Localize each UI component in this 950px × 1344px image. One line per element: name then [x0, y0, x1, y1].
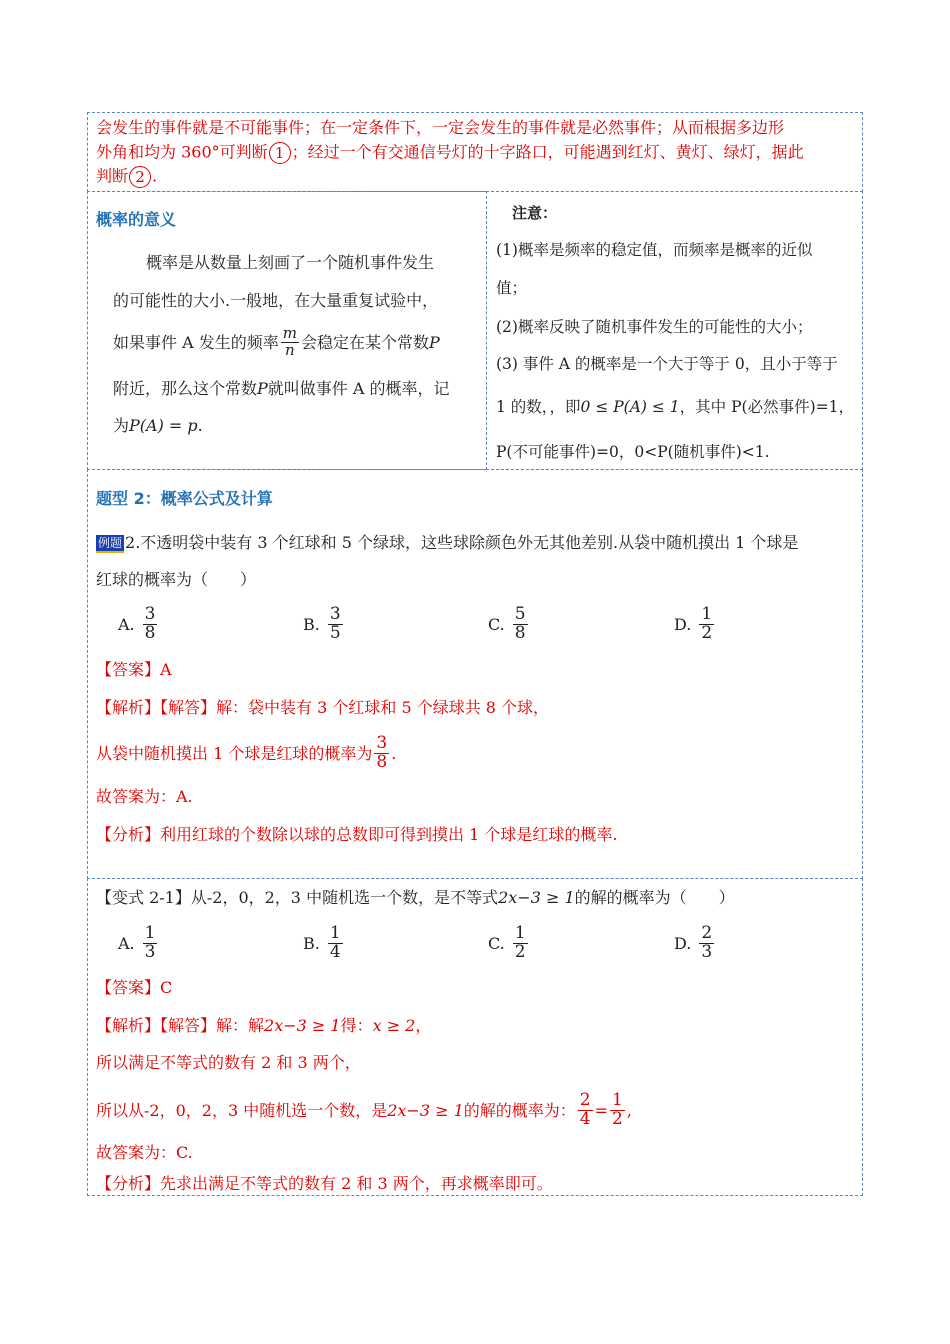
note-line-3: (2)概率反映了随机事件发生的可能性的大小；: [496, 318, 813, 336]
example-analysis-2: 从袋中随机摸出 1 个球是红球的概率为 $\frac{3}{8}$ .: [96, 733, 397, 772]
example-option-a[interactable]: A. $\frac{3}{8}$: [118, 604, 156, 643]
meaning-line-2: 的可能性的大小.一般地，在大量重复试验中，: [113, 291, 439, 310]
note-line-6: P(不可能事件)=0，0<P(随机事件)<1.: [496, 443, 770, 461]
example-option-b[interactable]: B. $\frac{3}{5}$: [303, 604, 341, 643]
example-line-1: 例题 2.不透明袋中装有 3 个红球和 5 个绿球，这些球除颜色外无其他差别.从袋中随机摸出 1 个球是: [98, 533, 799, 552]
example-option-d[interactable]: D. $\frac{1}{2}$: [674, 604, 713, 643]
note-line-5: 1 的数，，即0 ≤ P(A) ≤ 1，其中 P(必然事件)=1，: [496, 398, 854, 416]
variant-box: [87, 878, 863, 1196]
variant-analysis-3: 所以从-2，0，2，3 中随机选一个数，是 2x−3 ≥ 1 的解的概率为： $\frac{2}{4}$ = $\frac{1}{2}$ ,: [96, 1090, 632, 1129]
probability-range: 0 ≤ P(A) ≤ 1: [580, 398, 680, 416]
meaning-line-4: 附近，那么这个常数P就叫做事件 A 的概率，记: [113, 379, 450, 398]
variant-option-d[interactable]: D. $\frac{2}{3}$: [674, 923, 713, 962]
answer-fraction: $\frac{3}{8}$: [376, 733, 388, 772]
circled-number-1: 1: [269, 142, 291, 164]
variant-analysis-1: 【解析】【解答】解：解2x−3 ≥ 1得：x ≥ 2，: [96, 1016, 432, 1035]
example-answer: 【答案】A: [96, 660, 172, 679]
probability-formula: P(A) = p: [129, 416, 198, 435]
note-line-2: 值；: [496, 279, 528, 297]
example-tag: 例题: [96, 535, 124, 553]
intro-line-3: 判断 2 .: [96, 166, 158, 186]
example-box: [87, 469, 863, 879]
variant-analysis-2: 所以满足不等式的数有 2 和 3 两个，: [96, 1053, 361, 1072]
intro-line-2: 外角和均为 360°可判断 1 ；经过一个有交通信号灯的十字路口，可能遇到红灯、黄灯、绿灯，据此: [96, 142, 804, 162]
variant-analysis-5: 【分析】先求出满足不等式的数有 2 和 3 两个，再求概率即可。: [96, 1174, 553, 1193]
inequality: 2x−3 ≥ 1: [498, 888, 575, 907]
example-option-c[interactable]: C. $\frac{5}{8}$: [488, 604, 526, 643]
meaning-title: 概率的意义: [96, 210, 177, 229]
note-title: 注意：: [512, 204, 558, 222]
intro-line-1: 会发生的事件就是不可能事件；在一定条件下，一定会发生的事件就是必然事件；从而根据多边形: [96, 118, 785, 137]
type2-title: 题型 2：概率公式及计算: [96, 489, 273, 508]
note-line-1: (1)概率是频率的稳定值，而频率是概率的近似: [496, 241, 813, 259]
circled-number-2: 2: [129, 166, 151, 188]
example-analysis-1: 【解析】【解答】解：袋中装有 3 个红球和 5 个绿球共 8 个球，: [96, 698, 550, 717]
variant-answer: 【答案】C: [96, 978, 173, 997]
note-line-4: (3) 事件 A 的概率是一个大于等于 0，且小于等于: [496, 355, 838, 373]
variant-analysis-4: 故答案为：C.: [96, 1143, 193, 1162]
meaning-line-5: 为P(A) = p.: [113, 416, 203, 435]
variant-option-c[interactable]: C. $\frac{1}{2}$: [488, 923, 526, 962]
meaning-line-3: 如果事件 A 发生的频率 $\frac{m}{n}$ 会稳定在某个常数 P: [113, 324, 440, 359]
variant-option-a[interactable]: A. $\frac{1}{3}$: [118, 923, 156, 962]
frequency-fraction: $\frac{m}{n}$: [282, 324, 297, 359]
variant-line-1: 【变式 2-1】从-2，0，2，3 中随机选一个数，是不等式2x−3 ≥ 1的解的概率为（ ）: [96, 888, 735, 907]
example-analysis-3: 故答案为：A.: [96, 787, 193, 806]
example-line-2: 红球的概率为（ ）: [96, 570, 257, 589]
variant-option-b[interactable]: B. $\frac{1}{4}$: [303, 923, 341, 962]
meaning-line-1: 概率是从数量上刻画了一个随机事件发生: [146, 253, 435, 272]
example-analysis-4: 【分析】利用红球的个数除以球的总数即可得到摸出 1 个球是红球的概率.: [96, 825, 618, 844]
